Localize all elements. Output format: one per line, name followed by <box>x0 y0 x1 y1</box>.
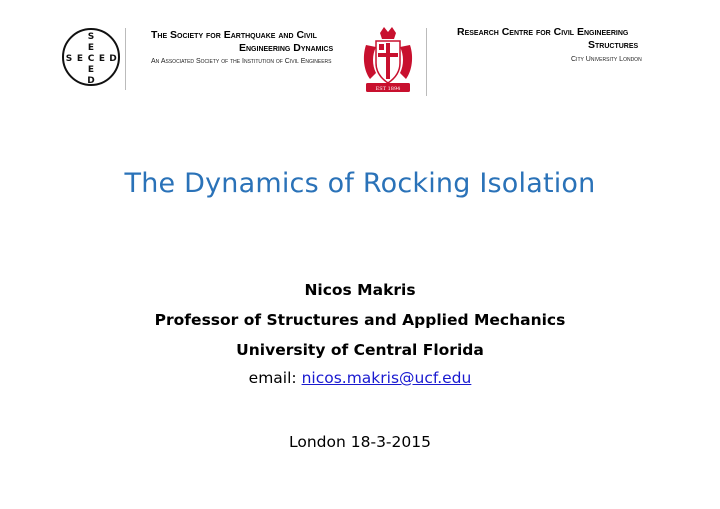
city-university-crest <box>360 27 416 95</box>
slide-title: The Dynamics of Rocking Isolation <box>124 168 596 199</box>
seced-letter: C <box>87 54 95 64</box>
author-position: Professor of Structures and Applied Mechanics <box>154 311 566 329</box>
presentation-date: London 18-3-2015 <box>289 433 431 451</box>
seced-letter: E <box>76 54 84 64</box>
seced-letter: D <box>109 54 117 64</box>
header-divider <box>426 28 427 96</box>
author-name: Nicos Makris <box>304 281 416 299</box>
author-email <box>0 369 720 387</box>
seced-letter: E <box>87 65 95 75</box>
research-centre-line1: Research Centre for Civil Engineering <box>457 26 629 38</box>
society-name-line2: Engineering Dynamics <box>239 42 334 54</box>
seced-letter: D <box>87 76 95 86</box>
research-centre-university: City University London <box>571 56 642 63</box>
author-university: University of Central Florida <box>236 341 484 359</box>
society-affiliation: An Associated Society of the Institution of Civil Engineers <box>151 58 332 65</box>
research-centre-line2: Structures <box>588 39 639 51</box>
seced-letter: E <box>87 43 95 53</box>
seced-letter: E <box>98 54 106 64</box>
email-label: email: <box>248 369 302 387</box>
seced-logo <box>62 28 120 86</box>
slide-header <box>0 0 720 100</box>
crest-established-label: EST 1894 <box>375 86 401 92</box>
email-link[interactable]: nicos.makris@ucf.edu <box>301 369 472 387</box>
society-name-line1: The Society for Earthquake and Civil <box>151 29 317 41</box>
seced-letter: S <box>87 32 95 42</box>
header-divider <box>125 28 126 90</box>
seced-letter: S <box>65 54 73 64</box>
